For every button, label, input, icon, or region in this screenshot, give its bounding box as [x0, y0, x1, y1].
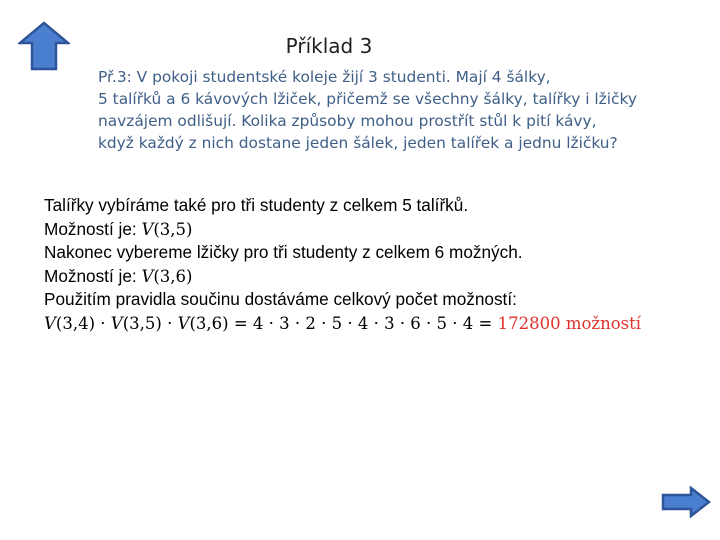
task-line: když každý z nich dostane jeden šálek, jeden talířek a jednu lžičku? — [98, 134, 618, 152]
right-arrow-icon[interactable] — [661, 486, 711, 518]
task-line: navzájem odlišují. Kolika způsoby mohou prostřít stůl k pití kávy, — [98, 112, 597, 130]
page-title: Příklad 3 — [285, 34, 373, 58]
solution-line — [44, 265, 684, 289]
solution-label: Možností je: — [44, 265, 142, 286]
solution-text — [44, 194, 684, 336]
variation-formula: V(3,5) — [141, 219, 193, 239]
variation-formula: V(3,6) — [141, 266, 193, 286]
solution-line: Použitím pravidla součinu dostáváme celkový počet možností: — [44, 289, 517, 310]
task-line: 5 talířků a 6 kávových lžiček, přičemž se všechny šálky, talířky i lžičky — [98, 90, 637, 108]
product-formula: V(3,4) · V(3,5) · V(3,6) = 4 · 3 · 2 · 5 · 4 · 3 · 6 · 5 · 4 = 172800 možností — [44, 313, 642, 333]
task-line: Př.3: V pokoji studentské koleje žijí 3 studenti. Mají 4 šálky, — [98, 68, 551, 86]
task-text — [98, 66, 698, 154]
solution-line: Talířky vybíráme také pro tři studenty z celkem 5 talířků. — [44, 195, 469, 215]
solution-line: Nakonec vybereme lžičky pro tři studenty z celkem 6 možných. — [44, 242, 523, 263]
solution-label: Možností je: — [44, 218, 142, 239]
result-value: 172800 možností — [497, 313, 642, 333]
solution-line — [44, 218, 684, 242]
